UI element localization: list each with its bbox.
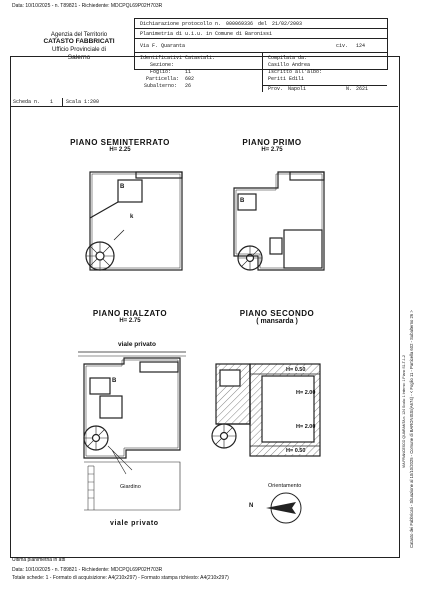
particella-label: Particella: bbox=[146, 76, 180, 82]
planimetria-text: Planimetria di u.i.u. in Comune di Baronissi bbox=[140, 31, 273, 37]
viale-privato-bottom: viale privato bbox=[110, 520, 159, 527]
agency-catasto: CATASTO FABBRICATI bbox=[43, 38, 115, 45]
side-address: VIA FRANCESCO QUARANTA n. 124 Scala: 1 Interno: 1 Piano S1-T-1-2 bbox=[402, 355, 406, 468]
prov-value: Napoli bbox=[288, 86, 307, 92]
del-label: del bbox=[258, 21, 268, 27]
prov-label: Prov. bbox=[268, 86, 284, 92]
dichiarazione-label: Dichiarazione protocollo n. bbox=[140, 21, 222, 27]
title-rialzato: PIANO RIALZATO bbox=[92, 309, 168, 318]
n-value: 2621 bbox=[356, 86, 369, 92]
iscritto-label: Iscritto all'albo: bbox=[268, 69, 323, 75]
agency-province: Salerno bbox=[67, 54, 91, 61]
protocol-date: 21/02/2003 bbox=[272, 21, 303, 27]
ultima-planimetria: Ultima planimetria in atti bbox=[12, 557, 66, 563]
agency-office: Ufficio Provinciale di bbox=[52, 47, 106, 53]
address: Via F. Quaranta bbox=[140, 43, 186, 49]
room-b-primo: B bbox=[240, 198, 245, 204]
height-rialzato: H= 2.75 bbox=[119, 318, 141, 324]
height-seminterrato: H= 2.25 bbox=[109, 147, 131, 153]
subalterno-value: 26 bbox=[185, 83, 192, 89]
room-b-seminterrato: B bbox=[120, 184, 125, 190]
footer-format: Totale schede: 1 - Formato di acquisizione: A4(210x297) - Formato stampa richiesto: A4(210x297) bbox=[12, 575, 229, 581]
agency-name: Agenzia del Territorio bbox=[50, 32, 108, 38]
giardino-label: Giardino bbox=[120, 484, 141, 490]
subtitle-secondo: ( mansarda ) bbox=[256, 318, 298, 325]
title-seminterrato: PIANO SEMINTERRATO bbox=[70, 138, 170, 147]
title-primo: PIANO PRIMO bbox=[242, 138, 302, 147]
compilata-value: Casillo Andrea bbox=[268, 62, 311, 68]
compass-icon bbox=[256, 490, 316, 526]
subalterno-label: Subalterno: bbox=[144, 83, 178, 89]
request-info: Data: 10/10/2025 - n. T89821 - Richiedente: MDCPQL69P02H703R bbox=[12, 3, 163, 9]
foglio-value: 11 bbox=[185, 69, 192, 75]
compilata-label: Compilata da: bbox=[268, 55, 308, 61]
particella-value: 602 bbox=[185, 76, 195, 82]
height-0-50-top: H= 0.50 bbox=[286, 367, 306, 373]
footer-request: Data: 10/10/2025 - n. T89821 - Richiedente: MDCPQL69P02H703R bbox=[12, 567, 163, 573]
civ-label: civ. bbox=[336, 43, 349, 49]
room-b-rialzato: B bbox=[112, 378, 117, 384]
plan-secondo bbox=[206, 350, 326, 468]
height-2-00-b: H= 2.00 bbox=[296, 424, 316, 430]
north-label: N bbox=[249, 503, 254, 509]
plan-primo bbox=[228, 160, 338, 280]
iscritto-value: Periti Edili bbox=[268, 76, 305, 82]
scala-value: 1:200 bbox=[84, 99, 100, 105]
height-2-00-a: H= 2.00 bbox=[296, 390, 316, 396]
viale-privato-top: viale privato bbox=[118, 341, 156, 348]
orientamento-label: Orientamento bbox=[268, 483, 302, 489]
scheda-value: 1 bbox=[50, 99, 54, 105]
civ-number: 124 bbox=[356, 43, 366, 49]
height-0-50-bottom: H= 0.50 bbox=[286, 448, 306, 454]
scala-label: Scala bbox=[66, 99, 82, 105]
room-k-seminterrato: k bbox=[130, 214, 134, 220]
n-label: N. bbox=[346, 86, 353, 92]
planimetry-sheet bbox=[10, 56, 400, 558]
sezione-label: Sezione: bbox=[150, 62, 175, 68]
title-secondo: PIANO SECONDO bbox=[239, 309, 315, 318]
ident-title: Identificativi Catastali: bbox=[140, 55, 216, 61]
height-primo: H= 2.75 bbox=[261, 147, 283, 153]
foglio-label: Foglio: bbox=[150, 69, 172, 75]
side-cadastral-info: Catasto dei Fabbricati - Situazione al 10/10/2025 - Comune di BARONISSI(A674) - < Foglio 11 - Particella 602 - Subalterno 26 > bbox=[409, 310, 414, 548]
protocol-number: 000069336 bbox=[226, 21, 254, 27]
scheda-label: Scheda n. bbox=[13, 99, 41, 105]
plan-seminterrato bbox=[70, 160, 190, 280]
